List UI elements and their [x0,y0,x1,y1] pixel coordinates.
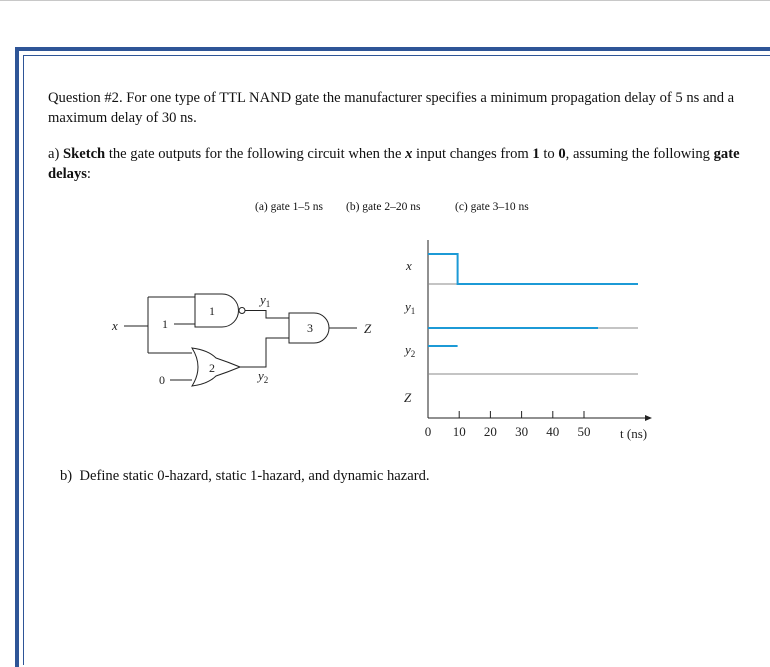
axis-label: t (ns) [620,426,648,441]
part-b-text [60,466,760,486]
timing-diagram [428,240,652,421]
gate1-bubble [239,308,245,314]
tick-label-30: 30 [515,424,529,439]
gate3-label: 3 [307,321,313,335]
part-a-label: a) [48,146,60,162]
part-a-var-x: x [405,146,413,162]
part-a-to: 0 [558,146,566,162]
circuit-output-z: Z [364,321,372,336]
timing-labels [403,258,647,441]
traces [428,254,638,346]
tick-label-10: 10 [452,424,466,439]
tick-marks [459,411,584,418]
circuit-y2-label: $y_2$ [258,368,269,385]
part-a-text1: the gate outputs for the following circuit when the [108,146,402,162]
delay-gate-1: (a) gate 1–5 ns [255,201,324,213]
question-body: For one type of TTL NAND gate the manufacturer specifies a minimum propagation delay of 5 ns and a maximum delay of 30 ns. [48,90,735,126]
circuit-y1-label: $y_1$ [260,292,271,309]
tick-label-0: 0 [424,424,432,439]
gate1-label: 1 [209,304,215,318]
part-a-text3: to [543,146,555,162]
timing-axis-arrow [645,415,652,421]
circuit-input-1: 1 [162,317,168,331]
row-label-y2: $y_2$ [405,342,416,359]
tick-label-20: 20 [483,424,497,439]
wire-y2 [240,338,289,367]
tick-label-40: 40 [546,424,560,439]
row-label-z: Z [404,390,412,405]
part-a-colon: : [86,166,91,182]
circuit-labels [111,292,372,387]
trace-x [428,254,638,284]
gate2-or [192,348,240,386]
circuit-input-0: 0 [159,373,165,387]
wire-y1 [245,311,289,319]
tick-label-50: 50 [577,424,591,439]
delay-gate-3: (c) gate 3–10 ns [455,201,529,213]
gate1-nand [195,294,239,327]
tick-labels [425,424,591,439]
delay-gate-2: (b) gate 2–20 ns [346,201,421,213]
row-label-y1: $y_1$ [405,299,416,316]
part-a-verb: Sketch [63,146,106,162]
part-b-body: Define static 0-hazard, static 1-hazard, and dynamic hazard. [79,468,430,484]
part-b-label: b) [60,468,73,484]
part-a-emph: gate delays [48,146,740,182]
question-label: Question #2. [48,90,123,106]
part-a-text4: , assuming the following [565,146,710,162]
gate2-label: 2 [209,361,215,375]
circuit-input-x: x [112,318,118,333]
part-a-from: 1 [532,146,540,162]
part-a-text2: input changes from [416,146,529,162]
row-label-x: x [406,258,412,273]
